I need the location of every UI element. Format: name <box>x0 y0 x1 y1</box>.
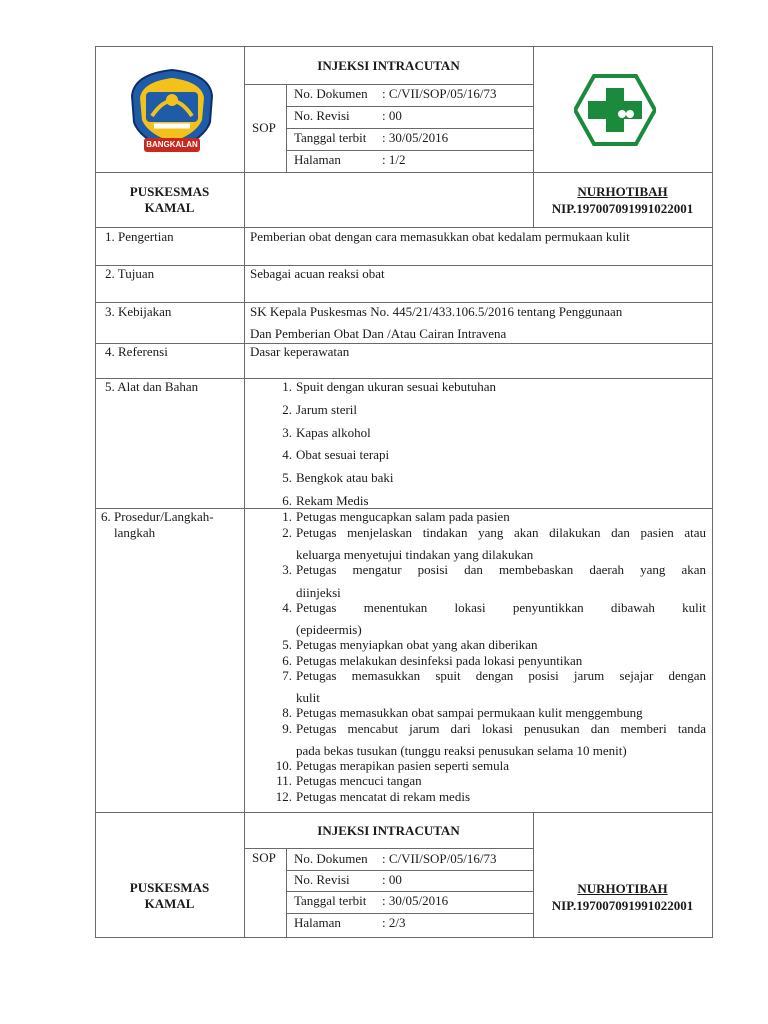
procedure-line <box>282 721 706 737</box>
bangkalan-logo <box>124 66 220 160</box>
signer-nip: NIP.197007091991022001 <box>551 201 694 216</box>
section-2-text: Sebagai acuan reaksi obat <box>250 266 385 281</box>
procedure-line <box>282 525 706 541</box>
puskesmas-logo <box>574 74 656 146</box>
procedure-text: Petugas menyiapkan obat yang akan diberikan <box>296 637 538 652</box>
list-item: 5. Bengkok atau baki <box>282 470 394 485</box>
section-6-label: 6. Prosedur/Langkah- langkah <box>101 509 214 540</box>
procedure-text: Petugas mencuci tangan <box>296 773 422 788</box>
section-2-label: 2. Tujuan <box>105 266 155 281</box>
signer-name: NURHOTIBAH <box>577 184 668 199</box>
document-title: INJEKSI INTRACUTAN <box>317 58 460 73</box>
footer-page-label: Halaman <box>294 915 341 930</box>
procedure-number: 6. <box>282 653 292 668</box>
procedure-line <box>282 668 706 684</box>
procedure-text: Petugas melakukan desinfeksi pada lokasi penyuntikan <box>296 653 583 668</box>
footer-revision-label: No. Revisi <box>294 872 350 887</box>
section-1-text: Pemberian obat dengan cara memasukkan obat kedalam permukaan kulit <box>250 229 630 244</box>
list-item: 4. Obat sesuai terapi <box>282 447 390 462</box>
section-5-label: 5. Alat dan Bahan <box>105 379 199 394</box>
procedure-line <box>296 547 706 563</box>
procedure-line <box>275 789 706 805</box>
footer-doc-number-value: C/VII/SOP/05/16/73 <box>388 851 497 866</box>
page-label: Halaman <box>294 152 341 167</box>
procedure-number: 10. <box>275 758 292 773</box>
procedure-line <box>282 705 706 721</box>
procedure-text: Petugas merapikan pasien seperti semula <box>296 758 509 773</box>
procedure-number: 7. <box>282 668 292 683</box>
issue-date-label: Tanggal terbit <box>294 130 367 145</box>
procedure-line <box>276 773 706 789</box>
footer-org-name: PUSKESMAS KAMAL <box>129 880 210 911</box>
procedure-number: 11. <box>276 773 292 788</box>
footer-revision-value: 00 <box>388 872 402 887</box>
procedure-text: Petugas menjelaskan tindakan yang akan dilakukan dan pasien atau <box>296 525 706 540</box>
procedure-line <box>282 653 706 669</box>
list-item: 1. Spuit dengan ukuran sesuai kebutuhan <box>282 379 497 394</box>
procedure-line <box>296 743 706 759</box>
procedure-line <box>296 690 706 706</box>
footer-issue-date-label: Tanggal terbit <box>294 893 367 908</box>
list-item: 6. Rekam Medis <box>282 493 369 508</box>
revision-label: No. Revisi <box>294 108 350 123</box>
footer-title: INJEKSI INTRACUTAN <box>317 823 460 838</box>
procedure-line <box>282 509 706 525</box>
procedure-text: Petugas mengatur posisi dan membebaskan daerah yang akan <box>296 562 706 577</box>
procedure-text: Petugas memasukkan obat sampai permukaan kulit menggembung <box>296 705 643 720</box>
footer-signer-name: NURHOTIBAH <box>577 881 668 896</box>
section-4-text: Dasar keperawatan <box>250 344 350 359</box>
procedure-number: 5. <box>282 637 292 652</box>
procedure-text: (epideermis) <box>296 622 362 637</box>
procedure-text: diinjeksi <box>296 585 341 600</box>
issue-date-value: 30/05/2016 <box>388 130 449 145</box>
footer-signer-nip: NIP.197007091991022001 <box>551 898 694 913</box>
org-name: PUSKESMAS KAMAL <box>129 184 210 215</box>
procedure-text: pada bekas tusukan (tunggu reaksi penusukan selama 10 menit) <box>296 743 627 758</box>
footer-page-value: 2/3 <box>388 915 406 930</box>
procedure-text: Petugas menentukan lokasi penyuntikkan dibawah kulit <box>296 600 706 615</box>
section-3-label: 3. Kebijakan <box>105 304 172 319</box>
procedure-number: 4. <box>282 600 292 615</box>
procedure-number: 12. <box>275 789 292 804</box>
procedure-line <box>296 622 706 638</box>
footer-issue-date-value: 30/05/2016 <box>388 893 449 908</box>
procedure-number: 8. <box>282 705 292 720</box>
procedure-line <box>296 585 706 601</box>
procedure-line <box>282 637 706 653</box>
section-3-text: SK Kepala Puskesmas No. 445/21/433.106.5/2016 tentang Penggunaan Dan Pemberian Obat Dan /Atau Cairan Intravena <box>250 304 623 341</box>
footer-sop-label: SOP <box>252 850 276 865</box>
doc-number-value: C/VII/SOP/05/16/73 <box>388 86 497 101</box>
procedure-number: 3. <box>282 562 292 577</box>
list-item: 2. Jarum steril <box>282 402 358 417</box>
logo-caption: BANGKALAN <box>146 140 198 149</box>
sop-label: SOP <box>252 120 276 135</box>
procedure-text: keluarga menyetujui tindakan yang dilakukan <box>296 547 534 562</box>
procedure-text: Petugas mencabut jarum dari lokasi penusukan dan memberi tanda <box>296 721 706 736</box>
procedure-number: 2. <box>282 525 292 540</box>
procedure-text: Petugas memasukkan spuit dengan posisi jarum sejajar dengan <box>296 668 706 683</box>
section-4-label: 4. Referensi <box>105 344 168 359</box>
procedure-text: Petugas mengucapkan salam pada pasien <box>296 509 510 524</box>
procedure-line <box>282 600 706 616</box>
procedure-text: Petugas mencatat di rekam medis <box>296 789 471 804</box>
procedure-line <box>275 758 706 774</box>
procedure-list <box>275 509 706 809</box>
section-1-label: 1. Pengertian <box>105 229 174 244</box>
list-item: 3. Kapas alkohol <box>282 425 371 440</box>
procedure-number: 1. <box>282 509 292 524</box>
procedure-text: kulit <box>296 690 320 705</box>
doc-number-label: No. Dokumen <box>294 86 368 101</box>
procedure-line <box>282 562 706 578</box>
procedure-number: 9. <box>282 721 292 736</box>
revision-value: 00 <box>388 108 402 123</box>
page-value: 1/2 <box>388 152 406 167</box>
footer-doc-number-label: No. Dokumen <box>294 851 368 866</box>
